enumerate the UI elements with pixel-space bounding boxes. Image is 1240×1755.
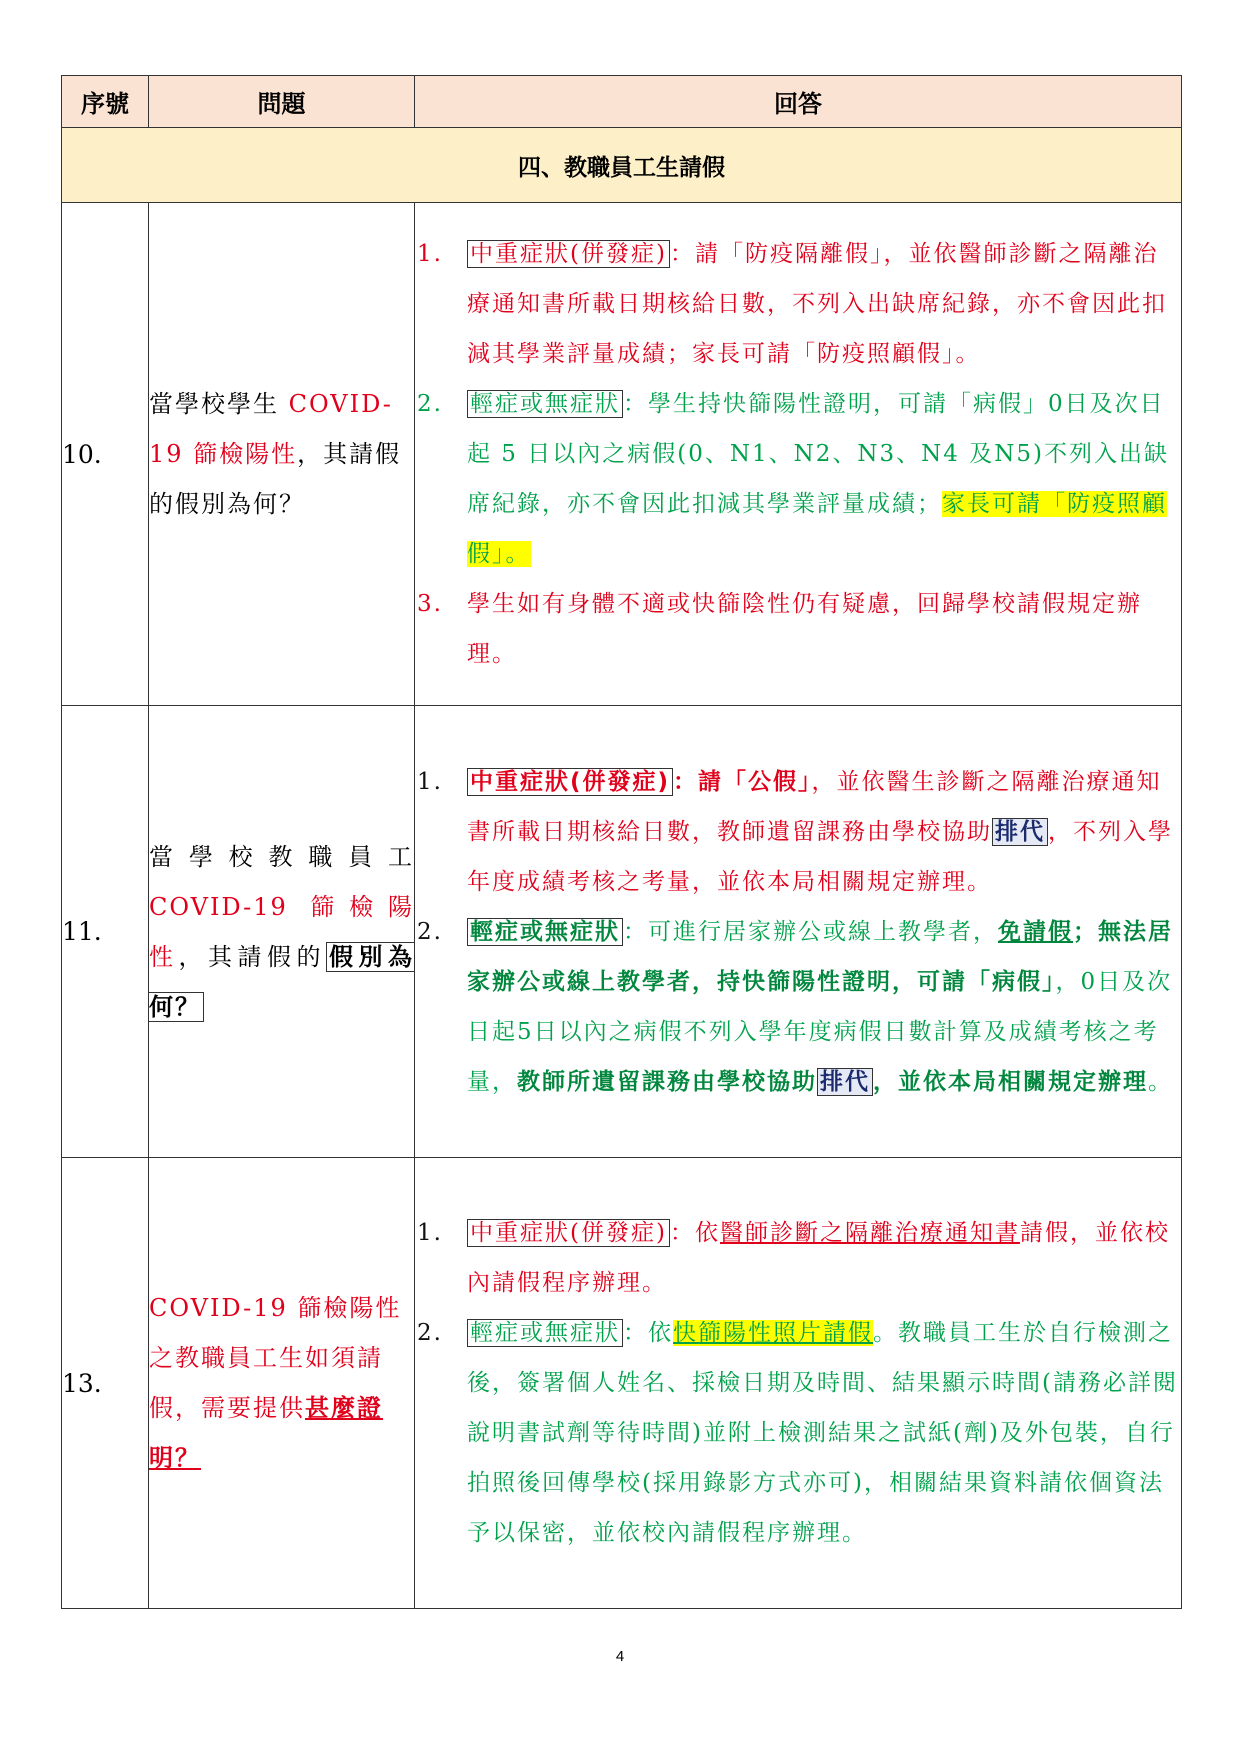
answer-item (415, 757, 1181, 907)
faq-table (61, 75, 1182, 1609)
row-number: 13. (62, 1158, 149, 1609)
severity-tag: 中重症狀(併發症) (467, 1219, 670, 1247)
answer-text: ：依 (669, 1220, 720, 1246)
answer-text: ，不列入學年度成績考核之考量，並依本局相關規定辦理。 (467, 818, 1173, 895)
answer-cell (415, 203, 1182, 706)
substitute-tag: 排代 (817, 1068, 873, 1096)
answer-text: ，0日及次日起5日以內之病假不列入學年度病假日數計算及成績考核之考量， (467, 968, 1173, 1095)
item-number: 2. (417, 391, 443, 417)
table-row (62, 1158, 1182, 1609)
table-row (62, 203, 1182, 706)
question-highlight: COVID-19 篩檢陽性 (149, 390, 393, 468)
item-number: 1. (417, 768, 443, 795)
row-number: 11. (62, 706, 149, 1158)
answer-bold: ：請「公假」 (673, 768, 812, 795)
severity-tag: 輕症或無症狀 (467, 390, 623, 418)
answer-text: ：請「防疫隔離假」，並依醫師診斷之隔離治療通知書所載日期核給日數，不列入出缺席紀錄，亦不會因此扣減其學業評量成績；家長可請「防疫照顧假」。 (467, 241, 1167, 367)
question-boxed: 假別為何？ (149, 942, 414, 1021)
severity-tag: 輕症或無症狀 (467, 1319, 623, 1347)
question-text: COVID-19 篩檢陽性之教職員工生如須請假，需要提供 (149, 1294, 402, 1422)
severity-tag: 輕症或無症狀 (467, 918, 623, 946)
answer-cell (415, 1158, 1182, 1609)
question-cell (149, 1158, 415, 1609)
answer-text: ：可進行居家辦公或線上教學者， (623, 918, 998, 945)
question-highlight: COVID-19 篩檢陽性 (149, 892, 414, 971)
answer-text: ：學生持快篩陽性證明，可請「病假」0日及次日起 5 日以內之病假(0、N1、N2、N3、N4 及N5)不列入出缺席紀錄，亦不會因此扣減其學業評量成績； (467, 391, 1169, 517)
answer-bold: ，並依本局相關規定辦理 (873, 1068, 1148, 1095)
question-cell (149, 203, 415, 706)
substitute-tag: 排代 (992, 818, 1048, 846)
answer-text: 。 (1148, 1068, 1173, 1095)
table-header (62, 76, 1182, 128)
header-question: 問題 (149, 76, 415, 128)
answer-text: ：依 (623, 1320, 673, 1346)
item-number: 2. (417, 1320, 443, 1346)
item-number: 3. (417, 591, 443, 617)
highlight-text: 快篩陽性照片請假 (673, 1320, 873, 1346)
answer-bold: 免請假 (998, 918, 1073, 945)
answer-bold: 教師所遺留課務由學校協助 (517, 1068, 817, 1095)
answer-text: ，並依醫生診斷之隔離治療通知書所載日期核給日數，教師遺留課務由學校協助 (467, 768, 1162, 845)
question-highlight: 甚麼證明？ (149, 1394, 383, 1472)
section-row (62, 128, 1182, 203)
question-text: 當學校教職員工 (149, 842, 414, 871)
severity-tag: 中重症狀(併發症) (467, 240, 670, 268)
answer-text: 請假，並依校內請假程序辦理。 (467, 1220, 1170, 1296)
item-number: 1. (417, 1220, 443, 1246)
answer-item (415, 1208, 1181, 1308)
answer-item (415, 579, 1181, 679)
answer-item (415, 229, 1181, 379)
table-row (62, 706, 1182, 1158)
question-text: ，其請假的 (178, 942, 326, 971)
header-answer: 回答 (415, 76, 1182, 128)
item-number: 1. (417, 241, 443, 267)
highlight-text: 家長可請「防疫照顧假」。 (467, 491, 1167, 567)
section-title: 四、教職員工生請假 (62, 128, 1182, 203)
header-no: 序號 (62, 76, 149, 128)
answer-underline: 醫師診斷之隔離治療通知書 (719, 1220, 1020, 1246)
answer-text: 學生如有身體不適或快篩陰性仍有疑慮，回歸學校請假規定辦理。 (467, 591, 1142, 667)
question-text: 當學校學生 (149, 390, 289, 418)
item-number: 2. (417, 918, 443, 945)
answer-cell (415, 706, 1182, 1158)
answer-text: 。教職員工生於自行檢測之後，簽署個人姓名、採檢日期及時間、結果顯示時間(請務必詳閱說明書試劑等待時間)並附上檢測結果之試紙(劑)及外包裝，自行拍照後回傳學校(採用錄影方式亦可)，相關結果資料請依個資法予以保密，並依校內請假程序辦理。 (467, 1320, 1178, 1546)
answer-bold: ；無法居家辦公或線上教學者，持快篩陽性證明，可請「病假」 (467, 918, 1173, 995)
answer-item (415, 1308, 1181, 1558)
row-number: 10. (62, 203, 149, 706)
question-text: ，其請假的假別為何？ (149, 440, 402, 518)
answer-item (415, 379, 1181, 579)
page-number: 4 (615, 1648, 625, 1665)
question-cell (149, 706, 415, 1158)
answer-item (415, 907, 1181, 1107)
severity-tag: 中重症狀(併發症) (467, 768, 673, 796)
